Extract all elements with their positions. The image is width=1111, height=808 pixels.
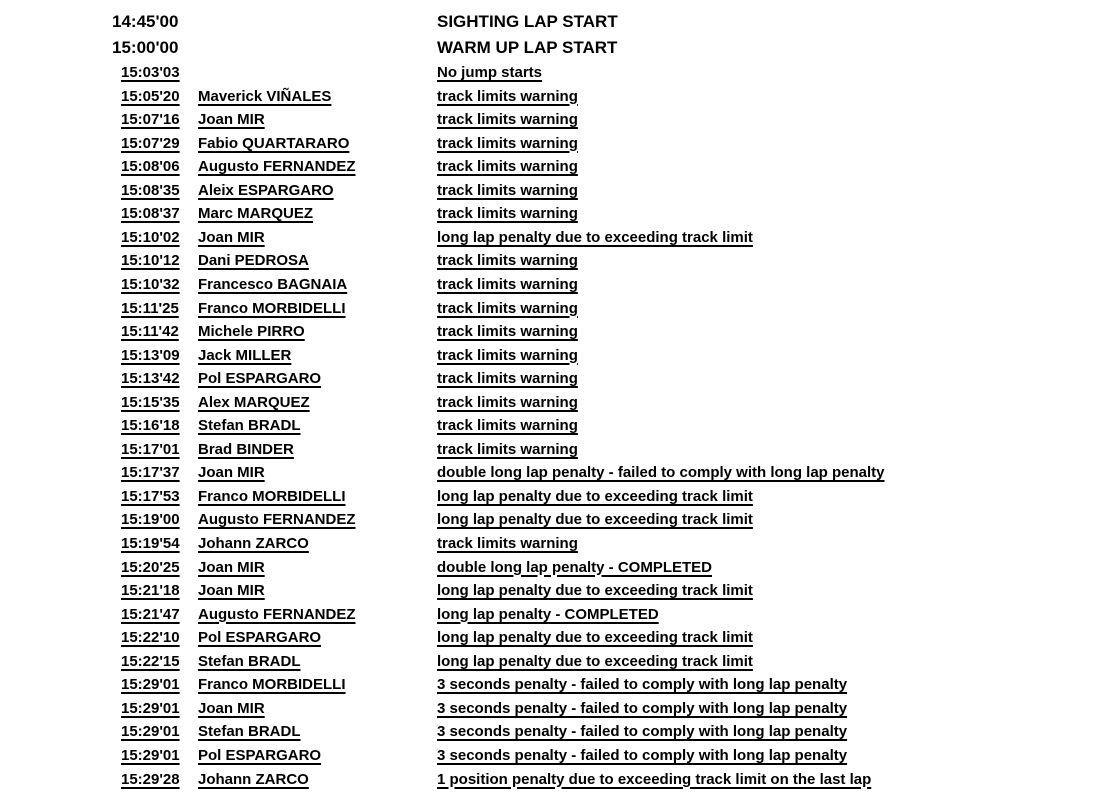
entry-time: 15:08'37	[121, 205, 180, 223]
entry-time: 15:13'42	[121, 370, 180, 388]
log-entry-row	[0, 394, 1111, 418]
entry-event: track limits warning	[437, 370, 578, 388]
log-entry-row	[0, 441, 1111, 465]
entry-event: track limits warning	[437, 440, 578, 458]
header-row	[0, 12, 1111, 38]
entry-time: 15:17'37	[121, 464, 180, 482]
entry-time: 15:16'18	[121, 417, 180, 435]
entry-event: track limits warning	[437, 87, 578, 105]
entry-rider: Fabio QUARTARARO	[198, 134, 350, 152]
entry-time: 15:29'01	[121, 723, 180, 741]
entry-event: track limits warning	[437, 299, 578, 317]
entry-event: long lap penalty due to exceeding track limit	[437, 511, 753, 529]
log-entry-row	[0, 559, 1111, 583]
log-entry-row	[0, 606, 1111, 630]
entry-time: 15:05'20	[121, 87, 180, 105]
entry-rider: Pol ESPARGARO	[198, 746, 322, 764]
entry-event: double long lap penalty - failed to comply with long lap penalty	[437, 464, 885, 482]
entry-event: track limits warning	[437, 134, 578, 152]
entry-rider: Brad BINDER	[198, 440, 294, 458]
entry-event: double long lap penalty - COMPLETED	[437, 558, 713, 576]
entry-time: 15:03'03	[121, 64, 180, 81]
entry-event: 3 seconds penalty - failed to comply with long lap penalty	[437, 723, 848, 741]
entry-event: track limits warning	[437, 417, 578, 435]
entry-event: track limits warning	[437, 535, 578, 552]
entry-time: 15:29'28	[121, 770, 180, 788]
entry-rider: Marc MARQUEZ	[198, 205, 314, 223]
entry-event: long lap penalty due to exceeding track limit	[437, 652, 753, 670]
entry-rider: Michele PIRRO	[198, 323, 305, 341]
entry-time: 15:10'12	[121, 252, 180, 270]
entry-time: 15:13'09	[121, 346, 180, 364]
entry-time: 15:22'15	[121, 652, 180, 670]
entry-event: 3 seconds penalty - failed to comply with long lap penalty	[437, 676, 848, 694]
entry-rider: Stefan BRADL	[198, 652, 301, 670]
entry-time: 15:10'32	[121, 275, 180, 293]
entry-rider: Franco MORBIDELLI	[198, 487, 346, 505]
entry-rider: Pol ESPARGARO	[198, 370, 322, 388]
log-entry-row	[0, 676, 1111, 700]
log-entry-row	[0, 464, 1111, 488]
header-event: SIGHTING LAP START	[437, 12, 618, 31]
log-entry-row	[0, 582, 1111, 606]
entry-rider: Augusto FERNANDEZ	[198, 605, 356, 623]
entry-rider: Joan MIR	[198, 699, 265, 717]
entry-event: long lap penalty due to exceeding track limit	[437, 228, 753, 246]
entry-event: 3 seconds penalty - failed to comply with long lap penalty	[437, 746, 848, 764]
entry-rider: Aleix ESPARGARO	[198, 181, 334, 199]
entry-event: long lap penalty - COMPLETED	[437, 605, 659, 623]
entry-rider: Francesco BAGNAIA	[198, 275, 348, 293]
entry-rider: Maverick VIÑALES	[198, 87, 332, 105]
entry-rider: Joan MIR	[198, 111, 265, 129]
entry-rider: Joan MIR	[198, 558, 265, 576]
entry-time: 15:22'10	[121, 629, 180, 647]
entry-event: track limits warning	[437, 393, 578, 411]
entry-event: track limits warning	[437, 323, 578, 341]
entry-time: 15:19'54	[121, 535, 180, 552]
entry-rider: Joan MIR	[198, 582, 265, 600]
entry-rider: Johann ZARCO	[198, 535, 309, 552]
log-entry-row	[0, 88, 1111, 112]
log-entry-row	[0, 370, 1111, 394]
entry-time: 15:29'01	[121, 676, 180, 694]
entry-time: 15:08'35	[121, 181, 180, 199]
log-entry-row	[0, 135, 1111, 159]
log-entry-row	[0, 488, 1111, 512]
log-entry-row	[0, 158, 1111, 182]
entry-time: 15:21'47	[121, 605, 180, 623]
entry-rider: Pol ESPARGARO	[198, 629, 322, 647]
entry-event: track limits warning	[437, 181, 578, 199]
log-entry-row	[0, 64, 1111, 88]
entry-rider: Jack MILLER	[198, 346, 292, 364]
log-entry-row	[0, 747, 1111, 771]
entry-rider: Stefan BRADL	[198, 417, 301, 435]
entry-event: No jump starts	[437, 64, 543, 81]
entry-time: 15:07'29	[121, 134, 180, 152]
entry-rider: Augusto FERNANDEZ	[198, 158, 356, 176]
entry-event: track limits warning	[437, 275, 578, 293]
log-entry-row	[0, 347, 1111, 371]
log-entry-row	[0, 700, 1111, 724]
entry-event: 3 seconds penalty - failed to comply with long lap penalty	[437, 699, 848, 717]
entry-rider: Johann ZARCO	[198, 770, 309, 788]
entry-event: long lap penalty due to exceeding track limit	[437, 629, 753, 647]
entry-time: 15:11'42	[121, 323, 179, 341]
entry-event: track limits warning	[437, 346, 578, 364]
entry-rider: Dani PEDROSA	[198, 252, 309, 270]
entry-time: 15:19'00	[121, 511, 180, 529]
header-row	[0, 38, 1111, 64]
entry-rider: Joan MIR	[198, 228, 265, 246]
log-entry-row	[0, 252, 1111, 276]
log-entry-row	[0, 417, 1111, 441]
entry-time: 15:15'35	[121, 393, 180, 411]
log-entry-row	[0, 723, 1111, 747]
entry-rider: Alex MARQUEZ	[198, 393, 310, 411]
log-entry-row	[0, 182, 1111, 206]
entry-time: 15:10'02	[121, 228, 180, 246]
entry-event: track limits warning	[437, 205, 578, 223]
entry-time: 15:08'06	[121, 158, 180, 176]
entry-rider: Augusto FERNANDEZ	[198, 511, 356, 529]
header-event: WARM UP LAP START	[437, 38, 618, 57]
entry-time: 15:29'01	[121, 699, 180, 717]
log-entry-row	[0, 276, 1111, 300]
entry-event: long lap penalty due to exceeding track limit	[437, 487, 753, 505]
header-time: 14:45'00	[112, 12, 179, 31]
log-entry-row	[0, 629, 1111, 653]
entry-time: 15:11'25	[121, 299, 179, 317]
entry-event: long lap penalty due to exceeding track limit	[437, 582, 753, 600]
log-entry-row	[0, 229, 1111, 253]
entry-time: 15:17'53	[121, 487, 180, 505]
log-entry-row	[0, 535, 1111, 559]
entry-time: 15:17'01	[121, 440, 180, 458]
log-entry-row	[0, 653, 1111, 677]
entry-event: track limits warning	[437, 111, 578, 129]
header-time: 15:00'00	[112, 38, 179, 57]
log-entry-row	[0, 771, 1111, 795]
log-entry-row	[0, 511, 1111, 535]
entry-rider: Franco MORBIDELLI	[198, 676, 346, 694]
log-entry-row	[0, 205, 1111, 229]
entry-event: 1 position penalty due to exceeding track limit on the last lap	[437, 770, 872, 788]
log-entry-row	[0, 300, 1111, 324]
entry-time: 15:29'01	[121, 746, 180, 764]
log-entry-row	[0, 323, 1111, 347]
entry-rider: Joan MIR	[198, 464, 265, 482]
entry-time: 15:20'25	[121, 558, 180, 576]
entry-event: track limits warning	[437, 158, 578, 176]
entry-event: track limits warning	[437, 252, 578, 270]
log-entry-row	[0, 111, 1111, 135]
entry-time: 15:07'16	[121, 111, 180, 129]
entry-time: 15:21'18	[121, 582, 180, 600]
entry-rider: Franco MORBIDELLI	[198, 299, 346, 317]
entry-rider: Stefan BRADL	[198, 723, 301, 741]
